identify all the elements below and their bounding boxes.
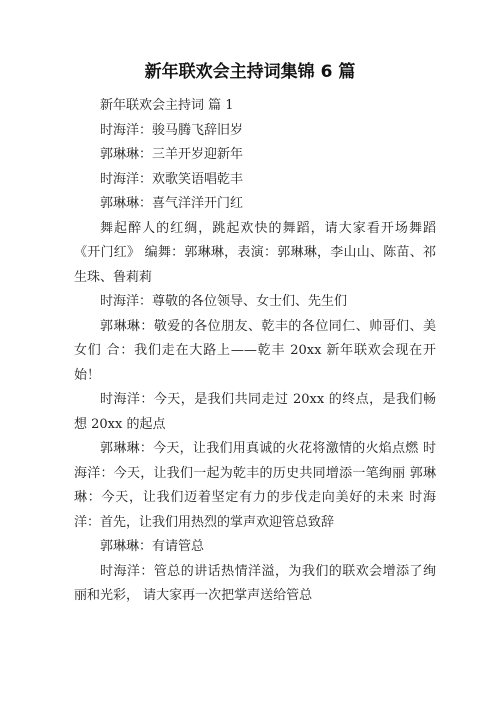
paragraph: 时海洋：骏马腾飞辞旧岁 bbox=[100, 122, 244, 138]
paragraph: 时海洋：今天，是我们共同走过 20xx 的终点，是我们畅想 20xx 的起点 bbox=[74, 392, 436, 432]
paragraph: 郭琳琳：三羊开岁迎新年 bbox=[100, 147, 244, 162]
paragraph: 郭琳琳：有请管总 bbox=[100, 539, 205, 554]
paragraph: 郭琳琳：敬爱的各位朋友、乾丰的各位同仁、帅哥们、美女们 合：我们走在大路上——乾丰 20xx 新年联欢会现在开始！ bbox=[74, 318, 436, 383]
document-body bbox=[74, 94, 436, 609]
paragraph-section-heading: 新年联欢会主持词 篇 1 bbox=[100, 98, 234, 113]
paragraph: 舞起醉人的红绸，跳起欢快的舞蹈，请大家看开场舞蹈《开门红》 编舞：郭琳琳，表演：郭琳琳，李山山、陈苗、祁生珠、鲁莉莉 bbox=[74, 220, 436, 285]
paragraph: 时海洋：管总的讲话热情洋溢，为我们的联欢会增添了绚丽和光彩， 请大家再一次把掌声送给管总 bbox=[74, 563, 436, 603]
paragraph: 郭琳琳：喜气洋洋开门红 bbox=[100, 196, 244, 211]
paragraph: 郭琳琳：今天，让我们用真诚的火花将激情的火焰点燃 时海洋：今天，让我们一起为乾丰的历史共同增添一笔绚丽 郭琳琳：今天，让我们迈着坚定有力的步伐走向美好的未来 时海洋：首先，让我们用热烈的掌声欢迎管总致辞 bbox=[74, 441, 436, 530]
paragraph: 时海洋：欢歌笑语唱乾丰 bbox=[100, 171, 244, 187]
document-title: 新年联欢会主持词集锦 6 篇 bbox=[144, 62, 356, 82]
paragraph: 时海洋：尊敬的各位领导、女士们、先生们 bbox=[100, 294, 348, 309]
